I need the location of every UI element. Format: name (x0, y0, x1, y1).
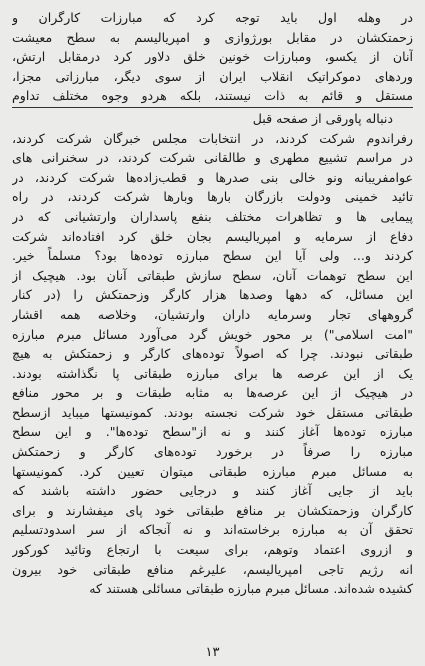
text-line-2: زحمتکشان در مقابل بورژوازی و امپریالیسم به سطح معیشت (12, 29, 413, 45)
text-line-12: دفاع از سرمایه و امپریالیسم بجان خلق کرد افتاده‌اند شرکت (12, 228, 413, 244)
text-line-26: کارگران وزحمتکشان بر منافع طبقاتی خود پای میفشارند و برای (12, 502, 413, 518)
text-line-19: یک از این عرصه ها برای مبارزه طبقاتی پا نگذاشته بودند. (12, 365, 413, 381)
text-line-23: مبارزه را صرفاً در برخورد توده‌های کارگر و زحمتکش (12, 444, 413, 460)
text-line-29: انه رژیم تاجی امپریالیسم، علیرغم منافع طبقاتی خود بیرون (12, 561, 413, 577)
text-line-4: وردهای دموکراتیک انقلاب ایران از سوی دیگر، مبارزاتی مجزا، (12, 68, 413, 84)
text-line-9: عوامفریبانه ونو خالی بنی صدرها و قطب‌زاده‌ها شرکت کردند، در (12, 169, 413, 185)
text-line-28: و ازروی اعتماد وتوهم، برای سیعت با ارتجاع وتائید کورکور (12, 542, 413, 558)
text-line-25: باید از جایی آغاز کنند و درجایی حضور داشته باشند که (12, 483, 413, 499)
text-line-15: این مسائل، که دهها وصدها هزار کارگر وزحمتکش را (در کنار (12, 287, 413, 303)
text-line-13: کردند و... ولی آیا این سطح مبارزه توده‌ها بود؟ مسلماً خیر. (12, 248, 413, 264)
text-line-10: تائید خمینی ودولت بازرگان بارها وبارها شرکت کردند، در راه (12, 189, 413, 205)
text-line-21: طبقاتی مستقل خود شرکت نجسته بودند. کمونیستها میباید ازسطح (12, 404, 413, 420)
page-number: ۱۳ (205, 645, 220, 660)
text-line-17: "امت اسلامی") بر محور خویش گرد می‌آورد مسائل مبرم مبارزه (12, 326, 413, 342)
text-line-7: رفراندوم شرکت کردند، در انتخابات مجلس خبرگان شرکت کردند، (12, 130, 413, 146)
footnote-divider (12, 107, 413, 108)
text-line-8: در مراسم تشییع مطهری و طالقانی شرکت کردند، در سخنرانی های (12, 150, 413, 166)
text-line-27: تحقق آن به مبارزه برخاسته‌اند و نه آنجاکه از سر اسدودتسلیم (12, 522, 413, 538)
text-line-22: مبارزه توده‌ها آغاز کنند و نه از"سطح توده‌ها". و این سطح (12, 424, 413, 440)
text-line-16: گروههای تجار وسرمایه داران وارتشیان، وخلاصه همه اقشار (12, 306, 413, 322)
text-line-1: در وهله اول باید توجه کرد که مبارزات کارگران و (12, 10, 413, 25)
text-line-3: آنان از یکسو، ومبارزات خونین خلق دلاور کرد درمقابل ارتش، (12, 49, 413, 65)
text-line-5: مستقل و قائم به ذات نیستند، بلکه هردو وجوه مختلف تداوم (12, 88, 413, 104)
text-line-30: کشیده شده‌اند. مسائل مبرم مبارزه طبقاتی مسائلی هستند که (89, 581, 413, 597)
footnote-continuation-heading: دنباله پاورقی از صفحه قبل (252, 110, 393, 126)
text-line-11: پیمایی ها و تظاهرات مختلف بنفع پاسداران وارتشیانی که در (12, 208, 413, 224)
text-line-18: طبقاتی نبودند. چرا که اصولاً توده‌های کارگر و زحمتکش به هیچ (12, 346, 413, 362)
text-line-24: به مسائل مبرم مبارزه طبقاتی میتوان تعیین کرد. کمونیستها (12, 463, 413, 479)
text-line-14: این سطح توهمات آنان، سطح سازش طبقاتی آنان بود. هیچیک از (12, 267, 413, 283)
text-line-20: در هیچیک از این عرصه‌ها به مثابه طبقات و بر محور منافع (12, 385, 413, 401)
